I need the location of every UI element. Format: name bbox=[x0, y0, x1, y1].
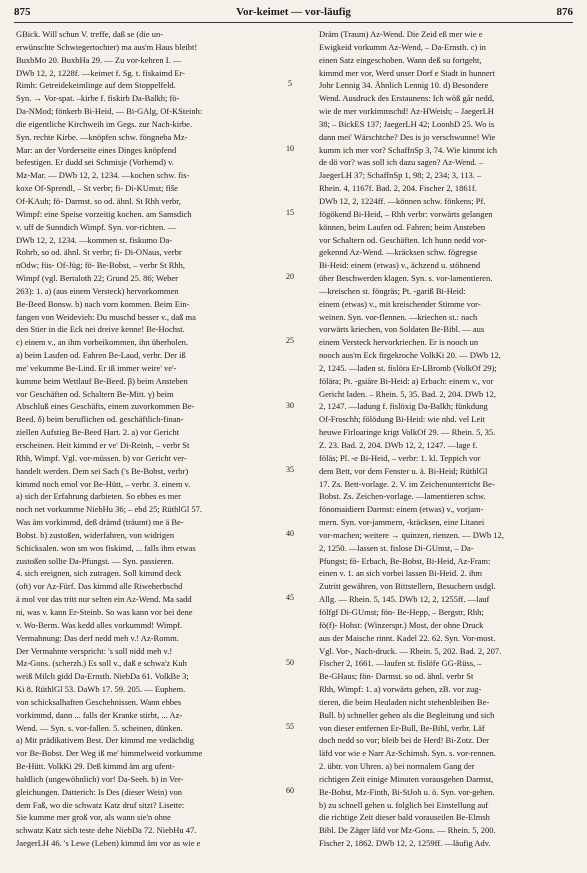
text-line: dem Faß, wo die schwatz Katz druf sitzt? Lisette: bbox=[16, 799, 185, 810]
text-line: ni, was v. kann Er-Steinb. So was kann vor bei dene bbox=[16, 606, 193, 617]
text-line: Rhh, Wimpf: 1. a) vorwärts gehen, zB. vor zug- bbox=[319, 684, 482, 695]
left-column bbox=[16, 28, 266, 850]
text-line: ziellen Aufstieg Be-Beed Hart. 2. a) vor Gericht bbox=[16, 427, 180, 438]
text-line: dem Bett, vor dem Fenster u. ä. Bi-Heid; RüthlGl bbox=[319, 465, 488, 476]
text-line: Ewigkeid vorkumm Az-Wend, – Da-Ernsth. c) in bbox=[319, 41, 486, 52]
right-column bbox=[319, 28, 569, 850]
text-line: Wimpf (vgl. Bertaloth 22; Grund 25. 86; Weber bbox=[16, 273, 178, 284]
text-line: Abschluß eines Geschäfts, einem zuvorkommen Be- bbox=[16, 401, 195, 412]
text-line: Wimpf: eine Speise vorzeitig kochen. am Samsdich bbox=[16, 208, 192, 219]
text-line: Rhh, Wimpf. Vgl. vor-müssen. b) vor Gericht ver- bbox=[16, 452, 187, 463]
text-line: v. uff de Sunndich Wimpf. Syn. vor-richten. — bbox=[16, 221, 176, 232]
text-line: erwünschte Schwiegertochter) ma aus'm Haus bleibt! bbox=[16, 41, 198, 52]
text-line: über Beschwerden klagen. Syn. s. vor-lamentieren. bbox=[319, 273, 493, 284]
text-line: Pfungst; fö- Erbach, Be-Bobst, Bi-Heid, Az-Fram: bbox=[319, 555, 491, 566]
text-line: Bobst. b) zustoßen, widerfahren, von widrigen bbox=[16, 529, 175, 540]
page-number-left: 875 bbox=[14, 6, 31, 18]
line-number: 45 bbox=[286, 593, 294, 603]
text-line: von dieser entfernen Er-Bull, Be-Bibl, verbr. Läf bbox=[319, 722, 485, 733]
text-line: JaegerLH 46. 's Lewe (Leben) kimmd äm vor as wie e bbox=[16, 838, 201, 849]
text-line: fö(f)- Hohst: (Winzerspr.) Most, der ohne Druck bbox=[319, 619, 484, 630]
text-line: erscheinen. Heit kimmd er ve' Di-Reinh, – verbr St bbox=[16, 440, 190, 450]
text-line: einem Versteck hervorkriechen. Er is nooch un bbox=[319, 337, 479, 348]
text-line: Mz-Mar. — DWb 12, 2, 1234. —kochen schw. fis- bbox=[16, 170, 190, 181]
text-line: weinen. Syn. vor-flennen. —kriechen st.: nach bbox=[319, 311, 478, 322]
text-line: Bibl. De Zäger läfd vor Mz-Gons. — Rhein. 5, 200. bbox=[319, 825, 496, 836]
text-line: 2. übtr. von Uhren. a) bei normalem Gang der bbox=[319, 761, 475, 772]
text-line: Beed. δ) beim beruflichen od. geschäftlich-finan- bbox=[16, 414, 184, 425]
text-line: fangen von Weidevieh: Du muschd besser v., daß ma bbox=[16, 311, 196, 322]
text-line: Schicksalen. won sm wos fiskimd, ... falls ihm etwas bbox=[16, 542, 196, 553]
line-number: 40 bbox=[286, 529, 294, 539]
text-line: doch nedd so vor; bleib bei de Herd! Bi-Zotz. Der bbox=[319, 735, 489, 746]
text-line: Z. 23. Bad. 2, 204. DWb 12, 2, 1247. —lage f. bbox=[319, 440, 478, 450]
text-line: 2, 1247. —ladung f. fislöxig Da-Balkh; fünkdung bbox=[319, 401, 488, 412]
text-line: fölfgf Di-GUmst; fön- Be-Hepp, – Bergstr, Rhh; bbox=[319, 606, 484, 617]
text-line: vorwärts kriechen, von Soldaten Be-Bibl. — aus bbox=[319, 324, 485, 335]
text-line: wie de mer vorkimmschd! Az-HWeish; – JaegerLH bbox=[319, 106, 494, 117]
text-line: kumm ich mer vor? SchaffnSp 3, 74. Wie kimmt ich bbox=[319, 144, 498, 155]
text-line: den Stier in die Eck nei dreive kenne! Be-Hochst. bbox=[16, 324, 185, 335]
text-line: ä mol vor das tritt nur selten ein Az-Wend. Ma sadd bbox=[16, 594, 192, 605]
text-line: b) zu schnell gehen u. folglich bei Einstellung auf bbox=[319, 799, 489, 810]
text-line: me' vekumme Be-Lind. Er iß immer weire' ve'- bbox=[16, 362, 177, 373]
line-number: 60 bbox=[286, 786, 294, 796]
text-line: Ki 8. RüthlGl 53. DaWb 17. 59. 205. — Euphem. bbox=[16, 684, 186, 695]
text-line: Vermahnung: Das derf nedd meh v.! Az-Romm. bbox=[16, 632, 179, 643]
text-line: c) einem v., an ihm vorbeikommen, ihn überholen. bbox=[16, 337, 189, 348]
text-line: Der Vermahnte verspricht: 's soll nidd meh v.! bbox=[16, 645, 173, 656]
text-line: Of-KAuh; fö- Darmst. so od. ähnl. St Rhh verbr, bbox=[16, 195, 181, 206]
text-line: 38; – BickES 137; JaegerLH 42; LoonhD 25. Wo is bbox=[319, 118, 495, 129]
text-line: Was äm vorkimmd, deß drämd (träumt) me ä Be- bbox=[16, 517, 184, 528]
text-line: vor Schaltern od. Geschäften. Ich hunn nedd vor- bbox=[319, 234, 487, 245]
line-number: 30 bbox=[286, 400, 294, 410]
text-line: fönomaidiern Darmst: einem (etwas) v., vorjam- bbox=[319, 504, 484, 515]
text-line: fölära; Pt. -gsiäre Bi-Heid: a) Erbach: einem v., vor bbox=[319, 375, 494, 386]
text-line: vor Geschäften od. Schaltern Be-Mitt. γ) beim bbox=[16, 388, 174, 399]
text-line: 4. sich ereignen, sich zutragen. Soll kimmd deck bbox=[16, 568, 182, 579]
text-line: haldlich (ungewöhnlich) vor! Da-Seeh. b) in Ver- bbox=[16, 773, 184, 784]
text-line: Syn. → Vor-spat. –kirbe f. fiskirb Da-Balkh; fö- bbox=[16, 93, 180, 104]
text-line: DWb 12, 2, 1224ff. —können schw. fönkens; Pf. bbox=[319, 195, 486, 206]
text-line: de dö vor? was soll ich dazu sagen? Az-Wend. – bbox=[319, 157, 484, 168]
text-line: BuxbMo 20. BuxbHa 29. — Zu vor-kehren I. — bbox=[16, 54, 182, 65]
text-line: JaegerLH 37; SchaffnSp 1, 98; 2, 234; 3, 113. – bbox=[319, 170, 482, 181]
line-number: 15 bbox=[286, 207, 294, 217]
text-line: Wend. Ausdruck des Erstaunens: Ich wöß går nedd, bbox=[319, 93, 495, 104]
text-line: nooch aus'm Eck firgekroche VolkKi 20. — DWb 12, bbox=[319, 350, 501, 361]
text-line: DWb 12, 2, 1228f. —keimet f. Sg. t. fiskaimd Er- bbox=[16, 67, 186, 78]
page-number-right: 876 bbox=[556, 6, 573, 18]
text-line: vorkimmd, dann ... falls der Kranke stirbt, ... Az- bbox=[16, 709, 183, 720]
text-line: dann mei' Wärschtche? Des is jo verschwunne! Wie bbox=[319, 131, 496, 142]
text-line: Vgl. Vor-, Nach-druck. — Rhein. 5, 202. Bad. 2, 207. bbox=[319, 645, 502, 656]
text-line: Mz-Gons. (scherzh.) Es soll v., daß e schwa'z Kuh bbox=[16, 658, 187, 669]
text-line: handelt werden. Dem sei Sach ('s Be-Bobst, verbr) bbox=[16, 465, 189, 476]
running-title: Vor-keimet — vor-läufig bbox=[236, 6, 351, 18]
text-line: 2, 1245. —laden st. fislöra Er-LBromb (VolkOf 29); bbox=[319, 362, 497, 373]
text-line: GBick. Will schun V. treffe, daß se (die un- bbox=[16, 29, 164, 39]
text-line: mern. Syn. vor-jammern, -kräcksen, eine Litanei bbox=[319, 517, 485, 528]
text-line: Be-Bobst, Mz-Finth, Bi-StJoh u. ö. Syn. vor-gehen. bbox=[319, 786, 495, 797]
text-line: Bi-Heid: einem (etwas) v., ächzend u. stöhnend bbox=[319, 260, 481, 271]
text-line: koxe Of-Sprendl, – St verbr; fi- Di-KUmst; fiše bbox=[16, 183, 178, 194]
line-number: 5 bbox=[288, 79, 292, 89]
line-number: 20 bbox=[286, 272, 294, 282]
text-line: von schicksalhaften Geschehnissen. Wann ebbes bbox=[16, 696, 182, 707]
text-line: kimmd noch emol vor Be-Hütt, – verbr. 3. einem v. bbox=[16, 478, 191, 489]
line-number: 55 bbox=[286, 721, 294, 731]
text-line: Rohrb, so od. ähnl. St verbr; fi- Di-ONaus, verbr bbox=[16, 247, 182, 258]
text-line: läfd vor wie e Narr Az-Schimsh. Syn. s. vor-rennen. bbox=[319, 748, 496, 759]
text-line: Bobst. Zs. Zeichen-vorlage. —lamentieren schw. bbox=[319, 491, 486, 502]
text-line: Johr Lennig 34. Ähnlich Lennig 10. d) Besondere bbox=[319, 80, 489, 91]
text-line: aus der Maische rinnt. Kadel 22. 62. Syn. Vor-most. bbox=[319, 632, 496, 643]
text-line: vor Be-Bobst. Der Weg iß me' himmelweid vorkumme bbox=[16, 748, 203, 759]
line-number: 50 bbox=[286, 657, 294, 667]
text-line: —kreischen st. föngräs; Pt. -gariß Bi-Heid: bbox=[319, 285, 466, 296]
line-number: 35 bbox=[286, 464, 294, 474]
text-line: 263): 1. a) (aus einem Versteck) hervorkommen bbox=[16, 285, 179, 296]
text-line: Gericht laden. – Rhein. 5, 35. Bad. 2, 204. DWb 12, bbox=[319, 388, 497, 399]
line-number: 25 bbox=[286, 336, 294, 346]
text-line: fögökend Bi-Heid, – Rhh verbr: vorwärts gelangen bbox=[319, 208, 493, 219]
text-line: föläs; Pl. -e Bi-Heid, – verbr: 1. kl. Teppich vor bbox=[319, 452, 481, 463]
text-line: tieren, die beim Heuladen nicht stehenbleiben Be- bbox=[319, 696, 490, 707]
text-line: Mar: an der Vorderseite eines Dinges knöpfend bbox=[16, 144, 177, 155]
text-line: einen Satz eingeschoben. Wann deß su fortgeht, bbox=[319, 54, 482, 65]
text-line: a) Mit prädikativem Best. Der kimmd me vedächdig bbox=[16, 735, 194, 746]
text-line: einen v. 1. an sich vorbei lassen Bi-Heid. 2. ihm bbox=[319, 568, 483, 579]
text-line: vor-machen; weitere → quinzen, rienzen. — DWb 12, bbox=[319, 529, 504, 540]
text-line: einem (etwas) v., mit kreischender Stimme vor- bbox=[319, 298, 481, 309]
text-line: Dräm (Traum) Az-Wend. Die Zeid eß mer wie e bbox=[319, 29, 483, 39]
text-line: richtigen Zeit einige Minuten vorausgehen Darmst, bbox=[319, 773, 494, 784]
text-line: Syn. rechte Kirbe. —knöpfen schw. föngneba Mz- bbox=[16, 131, 188, 142]
text-line: kimmd mer vor, Werd unser Dorf e Stadt in hunnert bbox=[319, 67, 495, 78]
text-line: die richtige Zeit dieser bald vorauseilen Be-Elmsh bbox=[319, 812, 490, 823]
text-line: gekennd Az-Wend. —kräcksen schw. fögregse bbox=[319, 247, 478, 258]
text-line: kumme beim Wettlauf Be-Beed. β) beim Ansteben bbox=[16, 375, 188, 386]
text-line: a) beim Laufen od. Fahren Be-Laud, verbr. Der iß bbox=[16, 350, 186, 361]
text-line: gleichungen. Datterich: Is Des (dieser Wein) von bbox=[16, 786, 183, 797]
text-line: Da-NMod; fönkerb Bi-Heid, — Bi-GAlg, Of-KSteinh: bbox=[16, 106, 203, 117]
text-line: die eigentliche Kirchweih im Gegs. zur Nach-kirbe. bbox=[16, 118, 193, 129]
text-line: Sie kumme mer groß vor, als wann sie'n ohne bbox=[16, 812, 171, 823]
text-line: Fischer 2, 1862. DWb 12, 2, 1259ff. —läufig Adv. bbox=[319, 838, 491, 849]
text-line: Be-GHaus; fön- Darmst. so od. ähnl. verbr St bbox=[319, 671, 474, 682]
text-line: zustoßen sollte Da-Pfungst. — Syn. passieren. bbox=[16, 555, 174, 566]
text-line: DWb 12, 2, 1234. —kommen st. fiskumo Da- bbox=[16, 234, 173, 245]
text-line: nOdw; füs- Of-Jüg; fö- Be-Bobst, – verbr St Rhh, bbox=[16, 260, 186, 271]
text-line: Rimh: Getreidekeimlinge auf dem Stoppelfeld. bbox=[16, 80, 176, 91]
text-line: schwatz Katz sich teste dehe NiebDa 72. NiebHu 47. bbox=[16, 825, 197, 836]
page-header bbox=[14, 6, 573, 22]
text-line: können, beim Laufen od. Fahren; beim Ansteben bbox=[319, 221, 486, 232]
text-line: v. Wo-Berm. Was kedd alles vorkummd! Wimpf. bbox=[16, 619, 183, 630]
text-line: Be-Beed Bonsw. b) nach vorn kommen. Beim Ein- bbox=[16, 298, 190, 309]
text-line: Wend. — Syn. s. vor-fallen. 5. scheinen, dünken. bbox=[16, 722, 183, 733]
text-line: Be-Hütt. VolkKi 29. Deß kimmd äm arg ufent- bbox=[16, 761, 175, 772]
text-line: 2, 1250. —lassen st. fislose Di-GUmst, – Da- bbox=[319, 542, 474, 553]
text-line: Rhein. 4, 1167f. Bad. 2, 204. Fischer 2, 1861f. bbox=[319, 183, 477, 194]
header-rule bbox=[14, 22, 573, 23]
text-line: Of-Froschh; fölödung Bi-Heid: wie nhd. vel Leit bbox=[319, 414, 485, 425]
text-line: a) sich der Erfahrung darbieten. So ebbes es mer bbox=[16, 491, 181, 502]
text-line: Zutritt gewähren, von Bittstellern, Besuchern usdgl. bbox=[319, 581, 496, 592]
text-line: Allg. — Rhein. 5, 145. DWb 12, 2, 1255ff. —lauf bbox=[319, 594, 490, 605]
line-number: 10 bbox=[286, 143, 294, 153]
text-line: weiß Milch gidd Da-Ernsth. NiebDa 61. VolkBe 3; bbox=[16, 671, 189, 682]
text-line: (oft) vor Az-Fürf. Das kimmd alle Riweherbschd bbox=[16, 581, 183, 592]
text-line: noch net vorkumme NiebHu 36; – ebd 25; RüthlGl 57. bbox=[16, 504, 203, 515]
text-line: 17. Zs. Bett-vorlage. 2. V. im Zeichenunterricht Be- bbox=[319, 478, 495, 489]
text-line: Fischer 2, 1661. —laufen st. fislöfe GG-Rüss, – bbox=[319, 658, 482, 669]
text-line: heuwe Firloaringe krigt VolkOf 29. — Rhein. 5, 35. bbox=[319, 427, 496, 438]
text-line: Bull. b) schneller gehen als die Begleitung und sich bbox=[319, 709, 495, 720]
text-line: befestigen. Er dudd sei Schmisje (Vorhemd) v. bbox=[16, 157, 174, 168]
